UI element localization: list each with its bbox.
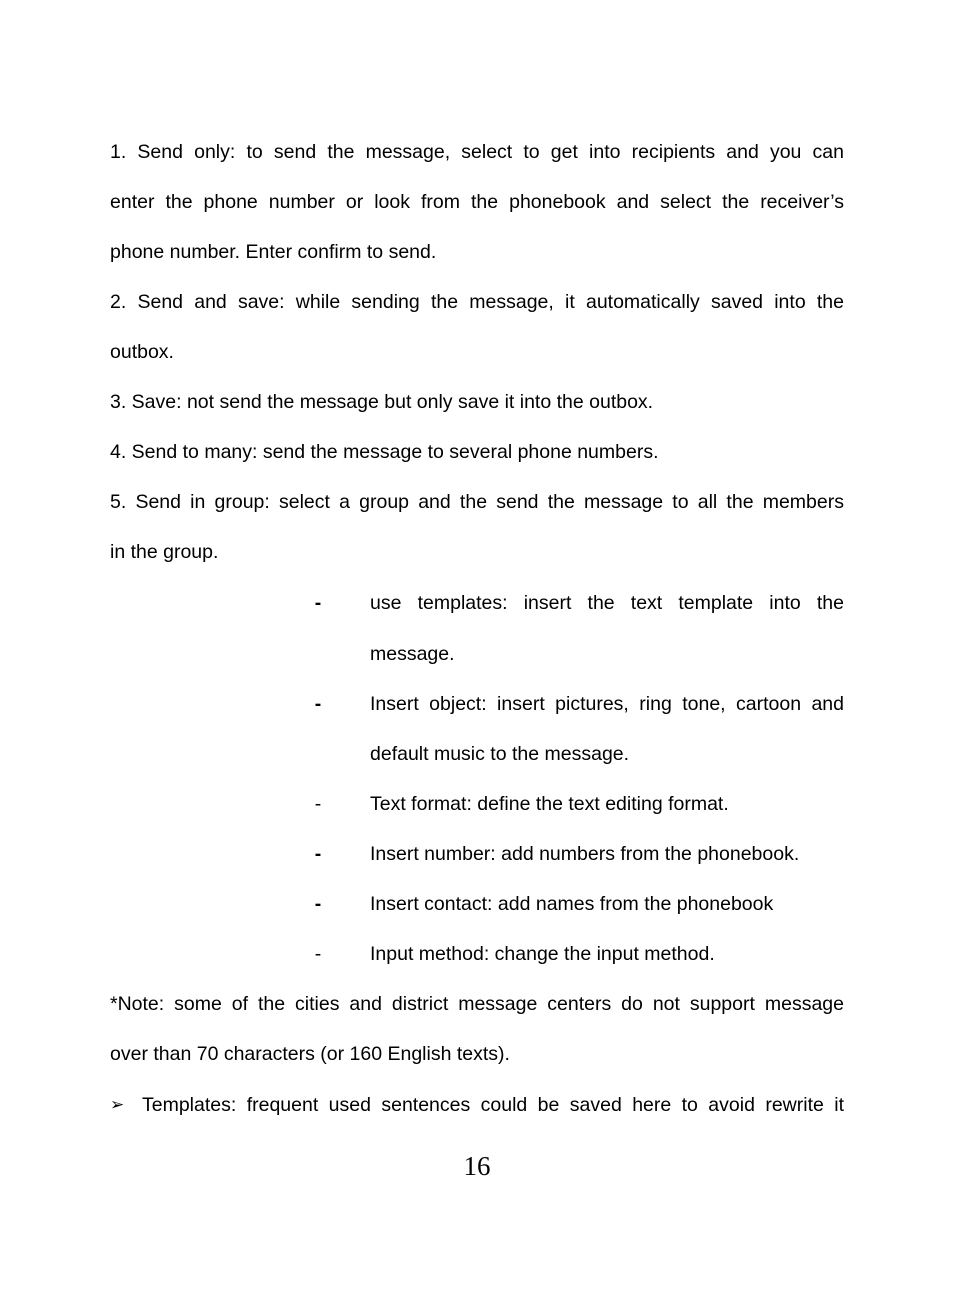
sub-item-2-line-2: default music to the message. — [370, 743, 630, 765]
paragraph-2-line-2: outbox. — [110, 341, 174, 363]
paragraph-5-line-1: 5. Send in group: select a group and the send the message to all the members — [110, 491, 844, 513]
note-line-2: over than 70 characters (or 160 English texts). — [110, 1043, 510, 1065]
paragraph-3-line-1: 3. Save: not send the message but only save it into the outbox. — [110, 391, 654, 413]
templates-line-1: Templates: frequent used sentences could be saved here to avoid rewrite it — [142, 1094, 844, 1116]
sub-item-4-line-1: Insert number: add numbers from the phonebook. — [370, 843, 800, 865]
paragraph-1-line-3: phone number. Enter confirm to send. — [110, 241, 437, 263]
paragraph-1-line-1: 1. Send only: to send the message, select to get into recipients and you can — [110, 141, 844, 163]
sub-item-6-dash: - — [314, 943, 322, 965]
sub-item-5-line-1: Insert contact: add names from the phonebook — [370, 893, 774, 915]
paragraph-1-line-2: enter the phone number or look from the phonebook and select the receiver’s — [110, 191, 844, 213]
sub-item-1-line-2: message. — [370, 643, 455, 665]
sub-item-3-line-1: Text format: define the text editing format. — [370, 793, 729, 815]
arrow-bullet-icon: ➢ — [110, 1095, 125, 1114]
page-number: 16 — [463, 1151, 491, 1181]
sub-item-2-line-1: Insert object: insert pictures, ring tone, cartoon and — [370, 693, 844, 715]
sub-item-1-line-1: use templates: insert the text template into the — [370, 592, 844, 614]
sub-item-6-line-1: Input method: change the input method. — [370, 943, 715, 965]
sub-item-2-dash: - — [314, 693, 322, 715]
sub-item-4-dash: - — [314, 843, 322, 865]
paragraph-5-line-2: in the group. — [110, 541, 219, 563]
sub-item-5-dash: - — [314, 893, 322, 915]
note-line-1: *Note: some of the cities and district message centers do not support message — [110, 993, 844, 1015]
sub-item-1-dash: - — [314, 592, 322, 614]
sub-item-3-dash: - — [314, 793, 322, 815]
paragraph-4-line-1: 4. Send to many: send the message to several phone numbers. — [110, 441, 659, 463]
paragraph-2-line-1: 2. Send and save: while sending the message, it automatically saved into the — [110, 291, 844, 313]
